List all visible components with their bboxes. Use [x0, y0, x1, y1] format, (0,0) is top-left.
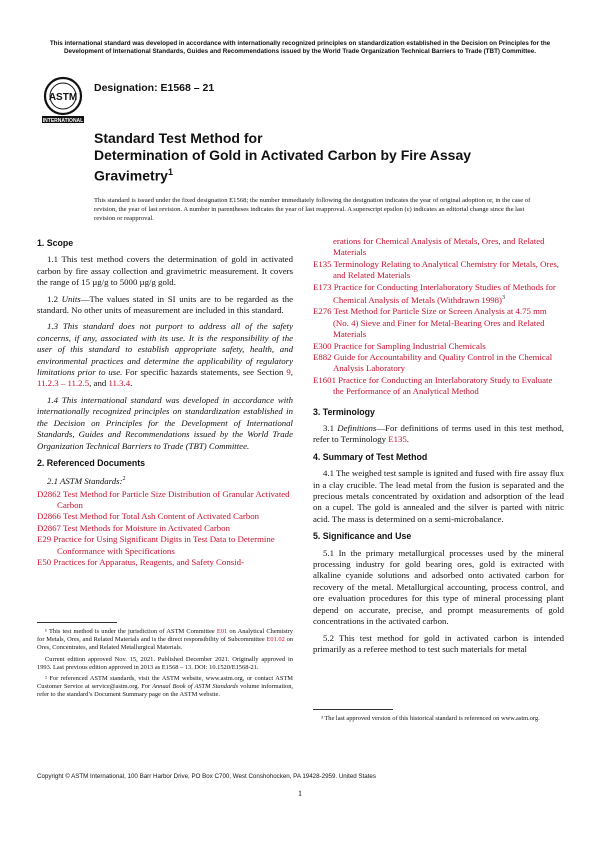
section-scope-heading: 1. Scope	[37, 238, 74, 248]
ref-d2867: D2867 Test Methods for Moisture in Activated Carbon	[37, 522, 230, 533]
ref-e1601: E1601 Practice for Conducting an Interlaboratory Study to Evaluate the Performance of an Analytical Method	[313, 374, 553, 397]
ref-link[interactable]: E29	[37, 534, 52, 545]
para-1-2: 1.2 Units—The values stated in SI units are to be regarded as the standard. No other units of measurement are included in this standard.	[37, 293, 294, 316]
link-11-2-3[interactable]: 11.2.3 – 11.2.5	[37, 378, 90, 389]
svg-text:ASTM: ASTM	[48, 92, 78, 103]
title-line-2: Determination of Gold in Activated Carbon by Fire Assay Gravimetry$^1$	[94, 147, 472, 184]
footnote-2: ² For referenced ASTM standards, visit the ASTM website, www.astm.org, or contact ASTM Customer Service at service@astm.org. For Annual Book of ASTM Standards volume information, refer to the standard’s Document Summary page on the ASTM website.	[37, 675, 294, 699]
para-1-4: 1.4 This international standard was developed in accordance with internationally recognized principles on standardization established in the Decision on Principles for the Development of International Standards, Guides and Recommendations issued by the World Trade Organization Technical Barriers to Trade (TBT) Committee.	[37, 394, 293, 451]
ref-link[interactable]: D2867	[37, 522, 61, 533]
link-e01[interactable]: E01	[216, 628, 228, 635]
para-5-2: 5.2 This test method for gold in activated carbon is intended primarily as a referee method to test such materials for metal	[313, 632, 564, 654]
ref-e29: E29 Practice for Using Significant Digits in Test Data to Determine Conformance with Specifications	[37, 534, 275, 556]
link-11-3-4[interactable]: 11.3.4	[108, 378, 131, 389]
astm-logo-icon	[40, 75, 86, 125]
ref-d2862: D2862 Test Method for Particle Size Distribution of Granular Activated Carbon	[37, 488, 290, 511]
ref-e50: E50 Practices for Apparatus, Reagents, and Safety Consid-	[37, 557, 244, 568]
footnotes-left	[37, 628, 293, 703]
ref-link[interactable]: E135	[313, 258, 332, 269]
designation: Designation: E1568 – 21	[94, 82, 215, 94]
ref-link[interactable]: E1601	[313, 374, 336, 385]
ref-link[interactable]: D2862	[37, 488, 61, 499]
footnote-1: ¹ This test method is under the jurisdiction of ASTM Committee E01 on Analytical Chemistry for Metals, Ores, and Related Materials and is the direct responsibility of Subcommittee E01.02 on Ores, Concentrates, and Related Metallurgical Materials.	[37, 628, 294, 652]
ref-e882: E882 Guide for Accountability and Quality Control in the Chemical Analysis Laboratory	[313, 351, 553, 374]
title-line-1: Standard Test Method for	[94, 130, 263, 146]
ref-link[interactable]: E300	[313, 340, 332, 351]
standard-issue-note: This standard is issued under the fixed designation E1568; the number immediately following the designation indicates the year of original adoption or, in the case of revision, the year of last revision. A number in parentheses indicates the year of last reapproval. A superscript epsilon (ε) indicates an editorial change since the last revision or reapproval.	[94, 197, 531, 222]
ref-link[interactable]: E276	[313, 306, 332, 317]
right-column	[313, 236, 564, 660]
para-5-1: 5.1 In the primary metallurgical processes used by the mineral processing industry for gold bearing ores, gold is extracted with alkaline cyanide solutions and adsorbed onto activated carbon for recovery of the metal. Metallurgical accounting, process control, and ore evaluation procedures for this type of mineral processing plant depend on accurate, precise, and prompt measurements of gold concentrations in the activated carbon.	[313, 547, 564, 627]
ref-e173: E173 Practice for Conducting Interlaboratory Studies of Methods for Chemical Analysis of Metals (Withdrawn 1998)$^3$	[313, 281, 556, 305]
ref-e135: E135 Terminology Relating to Analytical Chemistry for Metals, Ores, and Related Materials	[313, 258, 559, 281]
ref-link[interactable]: D2866	[37, 511, 61, 522]
footnote-divider-right	[313, 709, 393, 710]
footnote-1-edition: Current edition approved Nov. 15, 2021. Published December 2021. Originally approved in 1993. Last previous edition approved in 2013 as E1568 – 13. DOI: 10.1520/E1568-21.	[37, 655, 293, 671]
link-section-9[interactable]: 9	[286, 367, 291, 378]
section-refdocs-heading: 2. Referenced Documents	[37, 457, 146, 468]
section-terminology-heading: 3. Terminology	[313, 406, 375, 417]
copyright-line: Copyright © ASTM International, 100 Barr Harbor Drive, PO Box C700, West Conshohocken, PA 19428-2959. United States	[37, 773, 376, 780]
ref-link[interactable]: E173	[313, 281, 332, 292]
ref-link[interactable]: E882	[313, 351, 332, 362]
para-2-1: 2.1 ASTM Standards:$^2$	[47, 476, 126, 487]
page-number: 1	[297, 788, 303, 798]
section-significance-heading: 5. Significance and Use	[313, 531, 412, 542]
footnote-3: ³ The last approved version of this historical standard is referenced on www.astm.org.	[321, 715, 540, 722]
ref-d2866: D2866 Test Method for Total Ash Content of Activated Carbon	[37, 511, 260, 522]
link-e135[interactable]: E135	[388, 434, 407, 445]
ref-e300: E300 Practice for Sampling Industrial Chemicals	[313, 340, 486, 351]
para-1-1: 1.1 This test method covers the determination of gold in activated carbon by fire assay collection and gravimetric measurement. It covers the range of 15 µg/g to 5000 µg/g gold.	[37, 254, 293, 288]
link-e01-02[interactable]: E01.02	[266, 636, 285, 644]
ref-e276: E276 Test Method for Particle Size or Screen Analysis at 4.75 mm (No. 4) Sieve and Finer for Metal-Bearing Ores and Related Materials	[313, 306, 547, 340]
para-3-1: 3.1 Definitions—For definitions of terms used in this test method, refer to Terminology E135.	[313, 423, 565, 445]
para-4-1: 4.1 The weighed test sample is ignited and fused with fire assay flux in a clay crucible. The lead metal from the fusion is separated and the precious metals concentrated by oxidation and adsorption of the lead on a cupel. The gold is annealed and the silver is parted with nitric acid. The mass is determined on a semi-microbalance.	[313, 468, 564, 524]
para-1-3: 1.3 This standard does not purport to address all of the safety concerns, if any, associated with its use. It is the responsibility of the user of this standard to establish appropriate safety, health, and environmental practices and determine the applicability of regulatory limitations prior to use. For specific hazards statements, see Section 9, 11.2.3 – 11.2.5, and 11.3.4.	[37, 321, 293, 389]
footnote-divider	[37, 622, 117, 623]
svg-text:INTERNATIONAL: INTERNATIONAL	[42, 117, 84, 124]
section-summary-heading: 4. Summary of Test Method	[313, 451, 428, 462]
title-footnote-mark: 1	[167, 167, 173, 177]
left-column	[37, 238, 293, 568]
document-title	[94, 130, 524, 185]
wto-notice: This international standard was developed in accordance with internationally recognized principles on standardization established in the Decision on Principles for the Development of International Standards, Guides and Recommendations issued by the World Trade Organization Technical Barriers to Trade (TBT) Committee.	[49, 40, 551, 56]
ref-e50-continued: erations for Chemical Analysis of Metals, Ores, and Related Materials	[333, 236, 545, 258]
ref-link[interactable]: E50	[37, 557, 52, 568]
